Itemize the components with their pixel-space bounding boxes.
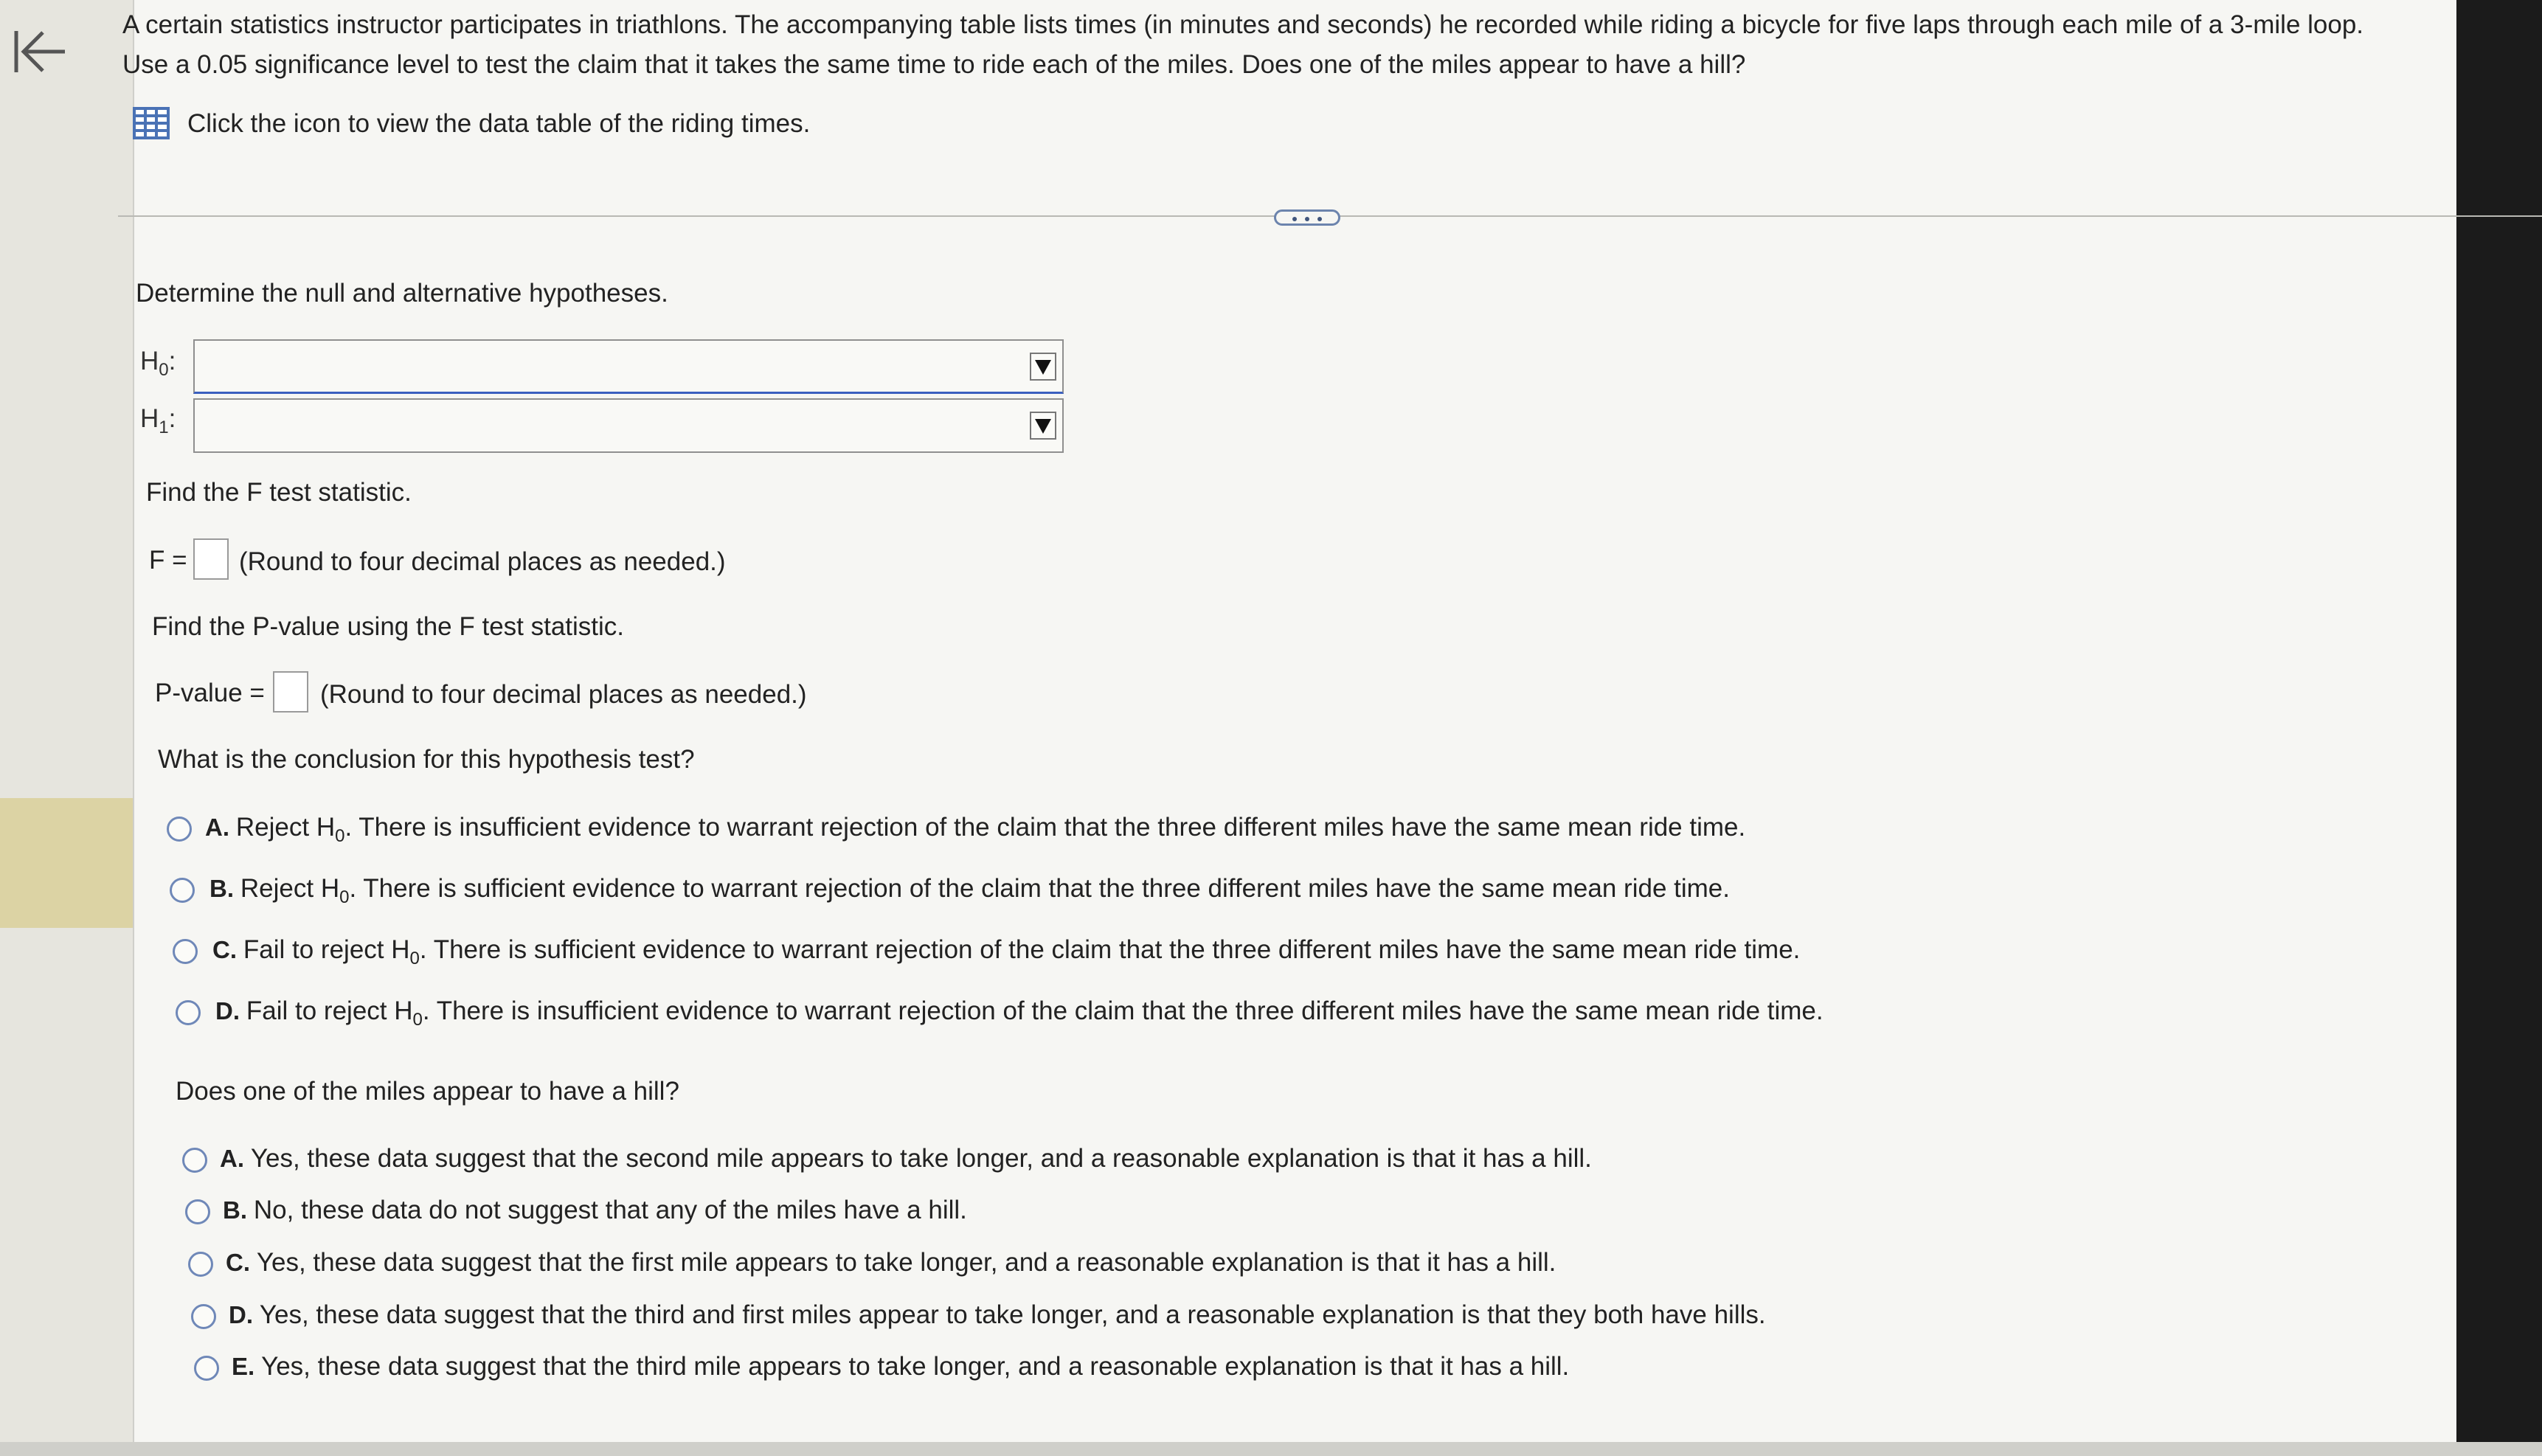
- screen-edge: [2456, 0, 2542, 1456]
- ellipsis-icon: [1305, 217, 1309, 221]
- conclusion-option-d-radio[interactable]: [176, 1000, 201, 1025]
- question-text-line1: A certain statistics instructor participates in triathlons. The accompanying table lists times (in minutes and seconds) he recorded while riding a bicycle for five laps through each mile of a 3-mile loop.: [122, 10, 2364, 39]
- hill-prompt: Does one of the miles appear to have a hill?: [176, 1077, 679, 1106]
- bottom-strip: [0, 1442, 2542, 1456]
- back-button[interactable]: [10, 25, 69, 78]
- hill-option-c-radio[interactable]: [188, 1252, 213, 1277]
- conclusion-option-c[interactable]: C. Fail to reject H0. There is sufficient evidence to warrant rejection of the claim that the three different miles have the same mean ride time.: [212, 935, 1801, 968]
- h0-dropdown[interactable]: [193, 339, 1064, 394]
- h1-label: $H_1$:: [140, 404, 176, 437]
- data-table-button[interactable]: [132, 106, 170, 140]
- conclusion-option-d[interactable]: D. Fail to reject H0. There is insufficient evidence to warrant rejection of the claim that the three different miles have the same mean ride time.: [215, 996, 1824, 1030]
- hill-option-c[interactable]: C. Yes, these data suggest that the first mile appears to take longer, and a reasonable explanation is that it has a hill.: [226, 1248, 1556, 1277]
- f-stat-input[interactable]: [193, 538, 229, 580]
- conclusion-option-a[interactable]: A. Reject H0. There is insufficient evidence to warrant rejection of the claim that the three different miles have the same mean ride time.: [205, 813, 1746, 846]
- f-stat-label: F =: [149, 546, 187, 575]
- f-stat-prompt: Find the F test statistic.: [146, 478, 412, 507]
- back-arrow-icon: [10, 25, 69, 78]
- conclusion-option-a-radio[interactable]: [167, 817, 192, 842]
- conclusion-option-b-radio[interactable]: [170, 878, 195, 903]
- h1-dropdown[interactable]: [193, 398, 1064, 453]
- h0-label: $H_0$:: [140, 347, 176, 380]
- conclusion-prompt: What is the conclusion for this hypothesis test?: [158, 745, 695, 774]
- conclusion-option-c-radio[interactable]: [173, 939, 198, 964]
- hill-option-d-radio[interactable]: [191, 1304, 216, 1329]
- dropdown-arrow-icon: [1030, 412, 1056, 440]
- ellipsis-icon: [1317, 217, 1322, 221]
- f-stat-hint: (Round to four decimal places as needed.): [239, 547, 726, 576]
- hill-option-b-radio[interactable]: [185, 1199, 210, 1224]
- question-text-line2: Use a 0.05 significance level to test the claim that it takes the same time to ride each of the miles. Does one of the miles appear to have a hill?: [122, 50, 1746, 79]
- hill-option-e[interactable]: E. Yes, these data suggest that the third mile appears to take longer, and a reasonable explanation is that it has a hill.: [232, 1352, 1570, 1381]
- data-table-link-text[interactable]: Click the icon to view the data table of the riding times.: [187, 109, 811, 138]
- data-table-icon: [132, 106, 170, 140]
- rail-highlight: [0, 798, 133, 928]
- hill-option-e-radio[interactable]: [194, 1356, 219, 1381]
- left-rail: [0, 0, 133, 1456]
- p-value-prompt: Find the P-value using the F test statistic.: [152, 612, 625, 641]
- hill-option-a[interactable]: A. Yes, these data suggest that the second mile appears to take longer, and a reasonable explanation is that it has a hill.: [220, 1144, 1592, 1173]
- hill-option-d[interactable]: D. Yes, these data suggest that the third and first miles appear to take longer, and a reasonable explanation is that they both have hills.: [229, 1300, 1766, 1329]
- conclusion-option-b[interactable]: B. Reject H0. There is sufficient evidence to warrant rejection of the claim that the three different miles have the same mean ride time.: [209, 874, 1730, 907]
- p-value-input[interactable]: [273, 671, 308, 713]
- expand-button[interactable]: [1274, 209, 1340, 226]
- hill-option-b[interactable]: B. No, these data do not suggest that any of the miles have a hill.: [223, 1196, 967, 1224]
- ellipsis-icon: [1292, 217, 1297, 221]
- hypotheses-prompt: Determine the null and alternative hypotheses.: [136, 279, 668, 308]
- p-value-hint: (Round to four decimal places as needed.): [320, 680, 807, 709]
- dropdown-arrow-icon: [1030, 353, 1056, 381]
- p-value-label: P-value =: [155, 679, 265, 707]
- hill-option-a-radio[interactable]: [182, 1148, 207, 1173]
